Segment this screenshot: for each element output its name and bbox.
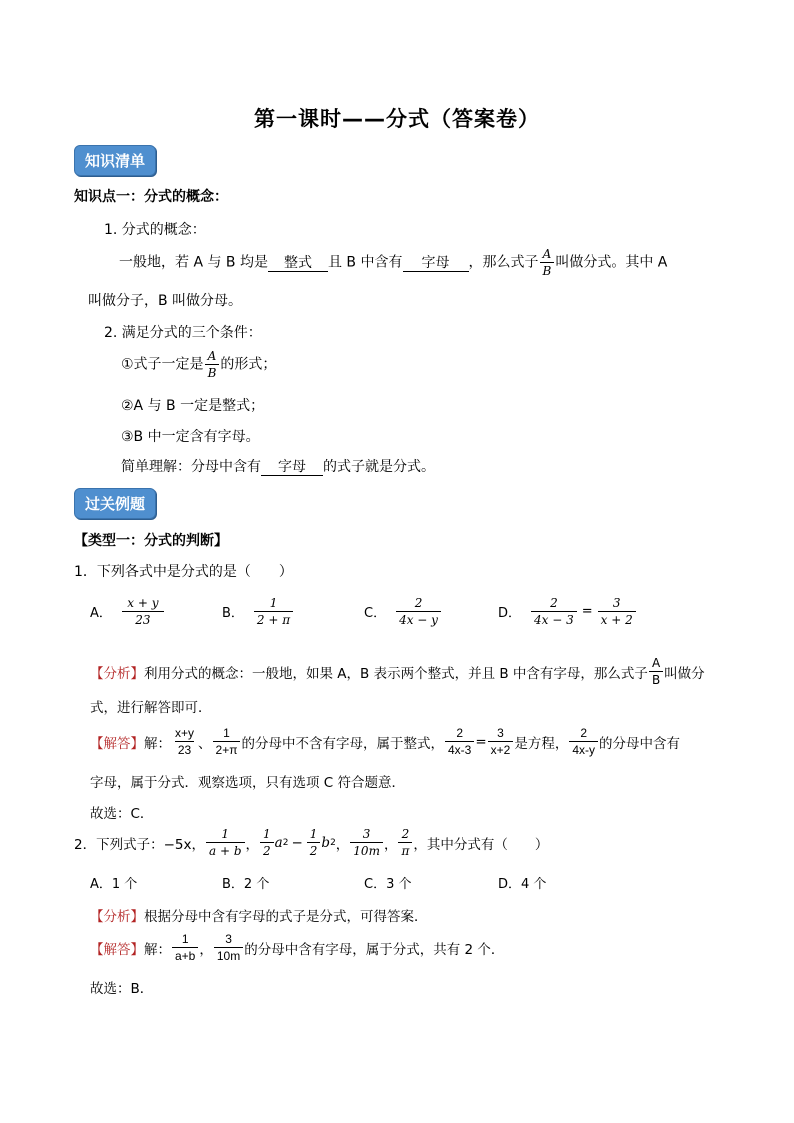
answer-fraction-1-denominator: 23 [175, 741, 194, 756]
answer-fraction-5 [569, 727, 598, 756]
option-d-denominator-2: x + 2 [598, 611, 636, 626]
question-2-choice: 故选：B． [90, 981, 154, 997]
simple-suffix: 的式子就是分式。 [323, 459, 435, 475]
option-a-denominator: 23 [122, 611, 164, 626]
q2-square-1: 2 [282, 837, 289, 848]
q2-stem-prefix: 2．下列式子：−5x， [74, 836, 205, 853]
q2-half-1 [260, 828, 274, 857]
analysis-fraction [649, 657, 663, 686]
answer-tag: 【解答】 [90, 941, 144, 958]
analysis-tag: 【分析】 [90, 909, 144, 925]
q2-answer-separator: ， [199, 941, 213, 958]
q2-fraction-1-numerator: 1 [221, 827, 230, 841]
condition-1-suffix: 的形式； [220, 356, 277, 373]
q2-fraction-3 [350, 828, 383, 857]
option-c-fraction [396, 597, 441, 626]
answer-fraction-2 [213, 727, 241, 756]
analysis-end: 叫做分 [664, 665, 705, 682]
answer-fraction-4-numerator: 3 [497, 726, 504, 740]
option-d-denominator-1: 4x − 3 [531, 611, 577, 626]
q2-answer-fraction-2 [214, 933, 243, 962]
condition-1 [121, 350, 276, 379]
section-badge-knowledge: 知识清单 [74, 145, 156, 176]
question-2-analysis [90, 905, 428, 925]
option-b-label: B． [222, 606, 244, 621]
q2-answer-fraction-1 [172, 933, 198, 962]
option-d-equals: = [581, 604, 593, 619]
analysis-tag: 【分析】 [90, 665, 144, 682]
analysis-fraction-denominator: B [649, 671, 663, 686]
option-a-fraction [122, 597, 164, 626]
question-1-option-c [364, 597, 442, 626]
answer-fraction-4 [488, 727, 514, 756]
answer-prefix: 解： [144, 941, 171, 958]
question-2-option-c: C．3 个 [364, 877, 412, 892]
answer-fraction-1-numerator: x+y [175, 726, 195, 740]
condition-1-prefix: ①式子一定是 [121, 356, 204, 373]
answer-text-1: 的分母中不含有字母，属于整式， [241, 735, 444, 752]
item-concept-heading: 1. 分式的概念： [104, 222, 206, 238]
question-1-answer [90, 727, 680, 756]
answer-fraction-3-numerator: 2 [456, 726, 463, 740]
knowledge-point-title: 知识点一：分式的概念： [74, 189, 228, 205]
question-1-option-d [498, 597, 637, 626]
q2-fraction-1 [206, 828, 245, 857]
answer-equals: = [475, 733, 487, 750]
answer-fraction-3-denominator: 4x-3 [445, 741, 474, 756]
analysis-text: 利用分式的概念：一般地，如果 A，B 表示两个整式，并且 B 中含有字母，那么式子 [144, 665, 648, 682]
option-b-denominator: 2 + π [254, 611, 293, 626]
q2-fraction-4 [398, 828, 412, 857]
q2-half-2-numerator: 1 [309, 827, 318, 841]
option-d-fraction-2 [598, 597, 636, 626]
q2-answer-text: 的分母中含有字母，属于分式，共有 2 个． [244, 941, 505, 958]
question-1-answer-line-2: 字母，属于分式．观察选项，只有选项 C 符合题意． [90, 775, 406, 791]
question-2-answer [90, 933, 504, 962]
option-c-numerator: 2 [414, 596, 423, 610]
option-a-label: A． [90, 606, 112, 621]
analysis-text: 根据分母中含有字母的式子是分式，可得答案． [144, 909, 428, 925]
q2-fraction-1-denominator: a + b [206, 842, 245, 857]
simple-prefix: 简单理解：分母中含有 [121, 459, 261, 475]
answer-fraction-5-numerator: 2 [580, 726, 587, 740]
q2-half-2-denominator: 2 [307, 842, 321, 857]
blank-integer-expression: 整式 [268, 255, 328, 272]
q2-answer-fraction-1-denominator: a+b [172, 947, 198, 962]
answer-separator: 、 [198, 735, 212, 752]
option-d-label: D． [498, 606, 522, 621]
page-title: 第一课时——分式（答案卷） [254, 107, 540, 131]
answer-text-3: 的分母中含有 [599, 735, 680, 752]
question-1-analysis-line-2: 式，进行解答即可． [90, 700, 212, 716]
answer-tag: 【解答】 [90, 735, 144, 752]
q2-separator-2: ， [335, 836, 350, 853]
answer-text-2: 是方程， [514, 735, 569, 752]
question-2-option-a: A．1 个 [90, 877, 138, 892]
answer-fraction-2-numerator: 1 [223, 726, 230, 740]
definition-middle: 且 B 中含有 [327, 254, 403, 271]
answer-prefix: 解： [144, 735, 171, 752]
fraction-denominator: B [205, 364, 220, 379]
answer-fraction-3 [445, 727, 474, 756]
q2-fraction-3-denominator: 10m [350, 842, 383, 857]
q2-variable-a: a [274, 834, 283, 851]
option-d-numerator-2: 3 [612, 596, 621, 610]
item-conditions-heading: 2. 满足分式的三个条件： [104, 325, 262, 341]
fraction-denominator: B [540, 262, 555, 277]
question-1-analysis [90, 657, 705, 686]
condition-3: ③B 中一定含有字母。 [121, 429, 260, 445]
answer-fraction-4-denominator: x+2 [488, 741, 514, 756]
q2-fraction-4-denominator: π [398, 842, 412, 857]
q2-stem-suffix: ，其中分式有（ ） [413, 836, 549, 853]
question-2-stem [74, 828, 548, 857]
option-b-numerator: 1 [269, 596, 278, 610]
answer-fraction-1 [172, 727, 197, 756]
q2-half-1-numerator: 1 [263, 827, 271, 841]
definition-prefix: 一般地，若 A 与 B 均是 [119, 254, 268, 271]
option-c-label: C． [364, 606, 387, 621]
answer-fraction-2-denominator: 2+π [213, 741, 241, 756]
definition-end: 叫做分式。其中 A [555, 254, 668, 271]
analysis-fraction-numerator: A [651, 656, 661, 670]
question-2-option-b: B．2 个 [222, 877, 270, 892]
q2-fraction-3-numerator: 3 [362, 827, 371, 841]
question-2-option-d: D．4 个 [498, 877, 547, 892]
option-d-fraction-1 [531, 597, 577, 626]
fraction-a-over-b-condition [205, 350, 220, 379]
q2-minus: − [291, 834, 303, 851]
q2-square-2: 2 [330, 837, 336, 848]
definition-line [119, 248, 667, 277]
option-c-denominator: 4x − y [396, 611, 441, 626]
question-1-option-b [222, 597, 294, 626]
q2-half-1-denominator: 2 [260, 842, 274, 857]
fraction-a-over-b [540, 248, 555, 277]
section-badge-examples: 过关例题 [74, 488, 156, 519]
simple-understanding [121, 456, 435, 476]
q2-variable-b: b [321, 834, 331, 851]
question-1-stem: 1．下列各式中是分式的是（ ） [74, 564, 293, 580]
option-d-numerator-1: 2 [550, 596, 558, 610]
type-1-heading: 【类型一：分式的判断】 [74, 533, 228, 549]
q2-separator-3: ， [383, 836, 398, 853]
q2-separator-1: ， [245, 836, 260, 853]
blank-letter-simple: 字母 [261, 459, 323, 476]
q2-fraction-4-numerator: 2 [401, 827, 410, 841]
answer-fraction-5-denominator: 4x-y [569, 741, 598, 756]
blank-letter: 字母 [403, 255, 469, 272]
definition-tail: ，那么式子 [468, 254, 539, 271]
question-1-choice: 故选：C． [90, 806, 154, 822]
q2-half-2 [307, 828, 321, 857]
q2-answer-fraction-2-denominator: 10m [214, 947, 243, 962]
q2-answer-fraction-2-numerator: 3 [225, 932, 232, 946]
question-1-option-a [90, 597, 165, 626]
option-b-fraction [254, 597, 293, 626]
definition-line-2: 叫做分子，B 叫做分母。 [88, 293, 243, 309]
condition-2: ②A 与 B 一定是整式； [121, 398, 265, 414]
q2-answer-fraction-1-numerator: 1 [181, 932, 189, 946]
fraction-numerator: A [207, 349, 217, 363]
fraction-numerator: A [542, 247, 552, 261]
option-a-numerator: x + y [127, 596, 159, 610]
